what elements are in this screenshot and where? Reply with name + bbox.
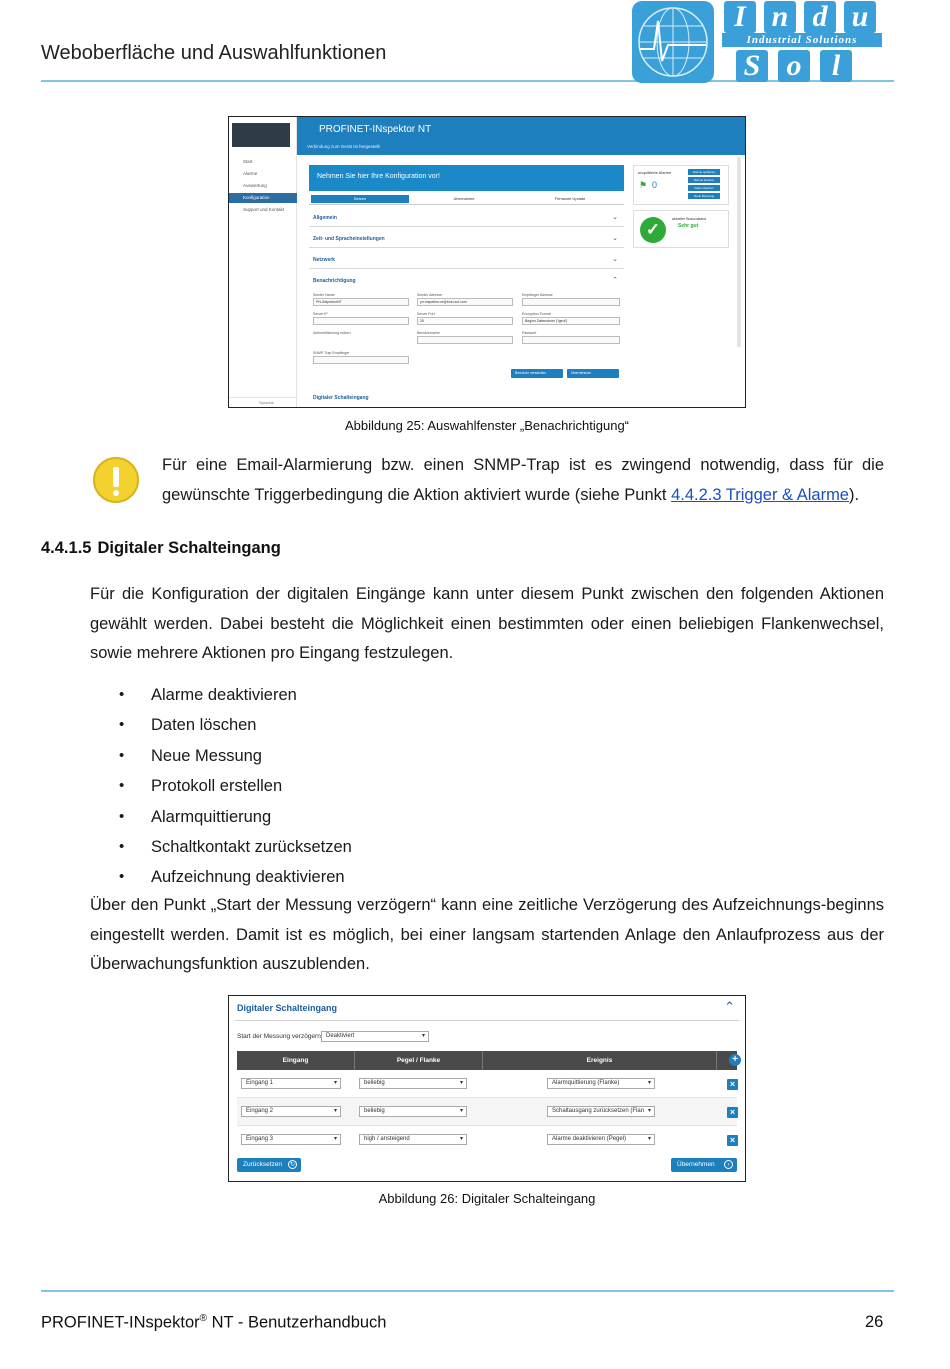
sidebar-item-start[interactable]: Start — [243, 159, 253, 164]
sidebar-item-alarme[interactable]: Alarme — [243, 171, 258, 176]
password-input[interactable] — [522, 336, 620, 344]
list-item: • Alarme deaktivieren — [90, 680, 850, 710]
alarm-count: 0 — [652, 180, 658, 190]
reset-icon: ↻ — [289, 1162, 296, 1168]
trigger-alarme-link[interactable]: 4.4.2.3 Trigger & Alarme — [671, 486, 849, 504]
field-label: SNMP-Trap Empfänger — [313, 351, 350, 355]
apply-button[interactable]: Übernehmen — [567, 369, 619, 378]
divider — [235, 1020, 739, 1021]
panel-title: Digitaler Schalteingang — [237, 1003, 338, 1013]
ereignis-select[interactable]: Alarmquittierung (Flanke) ▾ — [547, 1078, 655, 1089]
column-header: Eingang — [237, 1051, 355, 1070]
field-label: Sender Adresse — [417, 293, 442, 297]
section-title: Digitaler Schalteingang — [97, 539, 281, 557]
footer-divider — [41, 1290, 894, 1292]
section-label: Digitaler Schalteingang — [313, 395, 369, 401]
start-delay-label: Start der Messung verzögern — [237, 1033, 321, 1040]
delete-data-button[interactable]: Daten löschen — [688, 185, 720, 191]
column-header: Ereignis — [483, 1051, 717, 1070]
warning-note — [162, 450, 884, 510]
tab-setzen[interactable]: Setzen — [311, 195, 409, 203]
snmp-input[interactable] — [313, 356, 409, 364]
server-port-input[interactable]: 25 — [417, 317, 513, 325]
logo-letter: l — [820, 50, 852, 82]
sidebar-item-konfiguration[interactable]: Konfiguration — [229, 193, 297, 203]
figure-benachrichtigung-screenshot — [228, 116, 746, 408]
sidebar-item-support[interactable]: Support und Kontakt — [243, 207, 285, 212]
field-label: Encryption-Format — [522, 312, 551, 316]
sidebar-item-auswertung[interactable]: Auswertung — [243, 183, 267, 188]
indusol-logo — [632, 0, 884, 84]
send-test-button[interactable]: Benutzer versenden — [511, 369, 563, 378]
list-item: • Schaltkontakt zurücksetzen — [90, 832, 850, 862]
alarm-label: unquittierte Alarme — [638, 170, 672, 175]
recipient-address-input[interactable] — [522, 298, 620, 306]
arrow-right-icon: › — [724, 1160, 733, 1169]
check-icon: ✓ — [640, 217, 666, 243]
list-item: • Alarmquittierung — [90, 802, 850, 832]
section-number: 4.4.1.5 — [41, 539, 92, 557]
list-item: • Daten löschen — [90, 710, 850, 740]
delete-icon[interactable]: × — [727, 1135, 738, 1146]
logo-letter: o — [778, 50, 810, 82]
bell-icon: ⚑ — [639, 180, 648, 190]
tab-uebernahme[interactable]: Übernahme — [453, 196, 475, 201]
globe-icon — [632, 1, 714, 83]
field-label: Server Port — [417, 312, 435, 316]
field-label: Server IP — [313, 312, 328, 316]
column-header: Pegel / Flanke — [355, 1051, 483, 1070]
section-label: Allgemein — [313, 215, 337, 221]
apply-button-label: Übernehmen — [677, 1161, 715, 1168]
table-row — [237, 1098, 737, 1126]
delete-icon[interactable]: × — [727, 1079, 738, 1090]
ereignis-select[interactable]: Schaltausgang zurücksetzen (Flan ▾ — [547, 1106, 655, 1117]
warning-icon — [93, 457, 139, 503]
logo-letter: n — [764, 1, 796, 33]
logo-subtitle: Industrial Solutions — [722, 33, 882, 47]
scrollbar[interactable] — [737, 157, 741, 347]
field-label: Empfänger Adresse — [522, 293, 553, 297]
pegel-select[interactable]: beliebig ▾ — [359, 1078, 467, 1089]
config-tabs — [309, 193, 624, 205]
section-label: Benachrichtigung — [313, 278, 356, 284]
bus-status-box — [633, 210, 729, 248]
chevron-down-icon: ⌄ — [612, 235, 618, 242]
logo-letter: I — [724, 1, 756, 33]
section-label: Zeit- und Spracheinstellungen — [313, 236, 385, 242]
chevron-up-icon[interactable]: ⌃ — [724, 999, 735, 1014]
note-text-end: ). — [849, 486, 860, 504]
footer-rest: NT - Benutzerhandbuch — [207, 1313, 387, 1332]
eingang-select[interactable]: Eingang 3 ▾ — [241, 1134, 341, 1145]
language-selector[interactable]: Sprache — [229, 397, 297, 407]
section-heading — [41, 539, 281, 558]
section-digitaler-schalteingang[interactable] — [309, 389, 624, 407]
eingang-select[interactable]: Eingang 1 ▾ — [241, 1078, 341, 1089]
footer-product: PROFINET-INspektor — [41, 1313, 200, 1332]
outro-paragraph: Über den Punkt „Start der Messung verzögern“ kann eine zeitliche Verzögerung des Aufzeichnungs-beginns eingestellt werden. Damit ist es möglich, bei einer langsam startenden Anlage den Anlaufprozess aus der Überwachungsfunktion auszublenden. — [90, 896, 884, 973]
table-row — [237, 1070, 737, 1098]
pegel-select[interactable]: beliebig ▾ — [359, 1106, 467, 1117]
username-input[interactable] — [417, 336, 513, 344]
config-panel — [309, 165, 624, 405]
app-logo — [232, 123, 290, 147]
table-header — [237, 1051, 737, 1070]
list-item: • Neue Messung — [90, 741, 850, 771]
field-label: Passwort — [522, 331, 537, 335]
reset-button-label: Zurücksetzen — [243, 1161, 283, 1168]
sender-name-input[interactable]: PN-INspektorNT — [313, 298, 409, 306]
logo-letter: d — [804, 1, 836, 33]
reset-button[interactable] — [237, 1158, 301, 1172]
figure-digitaler-schalteingang — [228, 995, 746, 1182]
tab-firmware[interactable]: Firmware Update — [554, 196, 586, 201]
auth-checkbox[interactable]: Authentifizierung nutzen — [313, 331, 351, 335]
status-label: aktueller Busszustand — [672, 217, 707, 221]
section-allgemein[interactable] — [309, 209, 624, 227]
page-number: 26 — [865, 1313, 884, 1331]
banner-text: Nehmen Sie hier Ihre Konfiguration vor! — [317, 173, 440, 180]
logo-letter: S — [736, 50, 768, 82]
alarm-box — [633, 165, 729, 205]
action-list — [90, 680, 850, 893]
ack-alarms-button[interactable]: Alarme quittieren — [688, 169, 720, 175]
app-sidebar — [229, 117, 297, 407]
section-zeit[interactable] — [309, 230, 624, 248]
chevron-up-icon: ⌃ — [612, 277, 618, 284]
chevron-down-icon: ⌄ — [612, 256, 618, 263]
delete-alarms-button[interactable]: Alarme löschen — [688, 177, 720, 183]
figure2-caption: Abbildung 26: Digitaler Schalteingang — [378, 1191, 596, 1206]
note-text: Für eine Email-Alarmierung bzw. einen SNMP-Trap ist es zwingend notwendig, dass für die gewünschte Triggerbedingung die Aktion aktiviert wurde (siehe Punkt — [162, 456, 884, 504]
chevron-down-icon: ⌄ — [612, 214, 618, 221]
list-item: • Aufzeichnung deaktivieren — [90, 862, 850, 892]
registered-mark: ® — [199, 1313, 207, 1324]
page-header-title: Weboberfläche und Auswahlfunktionen — [41, 42, 387, 64]
field-label: Sender Name — [313, 293, 335, 297]
figure1-caption: Abbildung 25: Auswahlfenster „Benachrichtigung“ — [344, 418, 629, 433]
table-row — [237, 1126, 737, 1154]
logo-letter: u — [844, 1, 876, 33]
delete-icon[interactable]: × — [727, 1107, 738, 1118]
ereignis-select[interactable]: Alarme deaktivieren (Pegel) ▾ — [547, 1134, 655, 1145]
status-value: Sehr gut — [678, 223, 699, 229]
eingang-select[interactable]: Eingang 2 ▾ — [241, 1106, 341, 1117]
start-delay-select[interactable]: Deaktiviert ▾ — [321, 1031, 429, 1042]
list-item: • Protokoll erstellen — [90, 771, 850, 801]
section-netzwerk[interactable] — [309, 251, 624, 269]
intro-paragraph: Für die Konfiguration der digitalen Eingänge kann unter diesem Punkt zwischen den folgenden Aktionen gewählt werden. Dabei besteht die Möglichkeit einen bestimmten oder einen beliebigen Flankenwechsel, sowie mehrere Aktionen pro Eingang festzulegen. — [90, 585, 884, 662]
server-ip-input[interactable] — [313, 317, 409, 325]
add-row-icon[interactable]: + — [729, 1054, 741, 1066]
section-label: Netzwerk — [313, 257, 335, 263]
connection-status: Verbindung zum Gerät ist hergestellt — [307, 144, 380, 149]
app-title: PROFINET-INspektor NT — [319, 124, 432, 135]
app-topbar — [297, 117, 745, 155]
sender-address-input[interactable]: pn-inspektor-nt@indu-sol.com — [417, 298, 513, 306]
apply-button[interactable] — [671, 1158, 737, 1172]
encryption-select[interactable]: Beginn Datenstrom ('Igeul') — [522, 317, 620, 325]
config-banner — [309, 165, 624, 191]
footer-title — [41, 1313, 386, 1333]
field-label: Benutzername — [417, 331, 440, 335]
section-benachrichtigung[interactable] — [309, 272, 624, 290]
new-measurement-button[interactable]: Neue Messung — [688, 193, 720, 199]
pegel-select[interactable]: high / ansteigend ▾ — [359, 1134, 467, 1145]
